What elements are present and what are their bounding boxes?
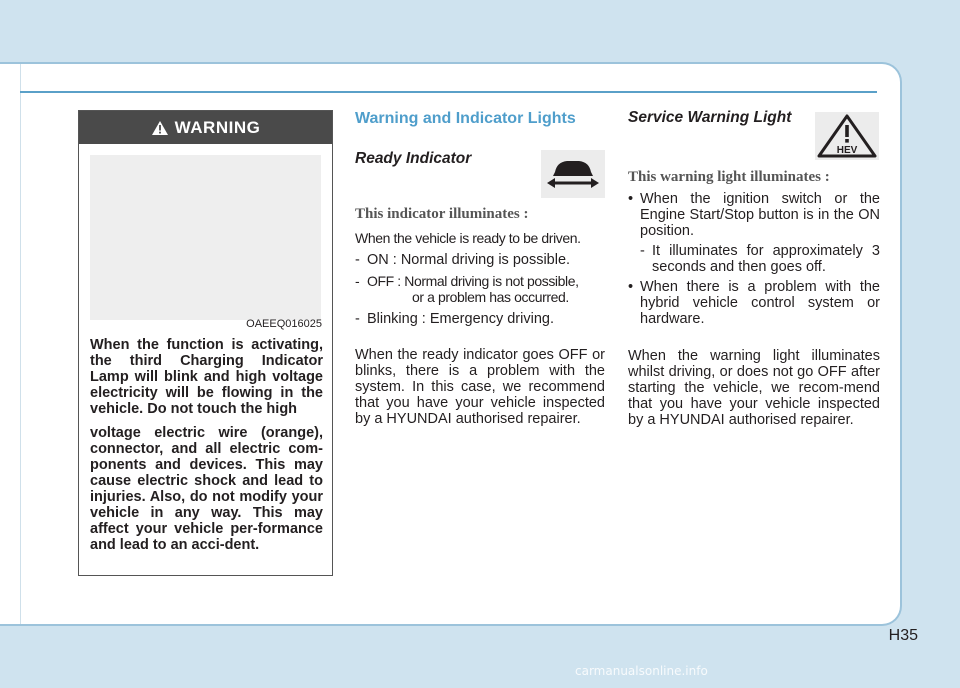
image-code: OAEEQ016025 xyxy=(246,318,322,330)
warning-paragraph: When the function is activating, the third Charging Indicator Lamp will blink and high voltage electricity will be flowing in the vehicle. Do not touch the high xyxy=(90,337,323,417)
service-warning-title: Service Warning Light xyxy=(628,109,792,126)
hev-warning-icon xyxy=(815,112,879,160)
ready-paragraph: When the ready indicator goes OFF or blinks, there is a problem with the system. In this case, we recommend that you have your vehicle inspected by a HYUNDAI authorised repairer. xyxy=(355,347,605,427)
list-item: • When the ignition switch or the Engine Start/Stop button is in the ON position. xyxy=(628,191,880,239)
watermark: carmanualsonline.info xyxy=(575,664,708,678)
warning-title: WARNING xyxy=(174,117,261,137)
warning-box xyxy=(78,110,333,576)
list-item: • When there is a problem with the hybrid vehicle control system or hardware. xyxy=(628,279,880,327)
warning-illustration xyxy=(90,155,321,320)
header-rule xyxy=(20,91,877,93)
warning-header xyxy=(79,111,332,144)
section-title: Warning and Indicator Lights xyxy=(355,110,576,127)
intro-text: When the vehicle is ready to be driven. xyxy=(355,230,581,246)
list-item: - ON : Normal driving is possible. xyxy=(355,252,571,268)
ready-indicator-title: Ready Indicator xyxy=(355,150,472,167)
list-sub-item: - It illuminates for approximately 3 seconds and then goes off. xyxy=(640,243,880,275)
list-item: - OFF : Normal driving is not possible, xyxy=(355,273,579,289)
illuminates-label: This indicator illuminates : xyxy=(355,206,529,222)
hev-label: HEV xyxy=(836,145,858,156)
warning-triangle-icon xyxy=(151,120,169,136)
ready-indicator-icon xyxy=(541,150,605,198)
list-item-continued: or a problem has occurred. xyxy=(412,289,569,305)
warning-text xyxy=(90,337,323,561)
page-number: H35 xyxy=(888,627,918,644)
service-paragraph: When the warning light illuminates whilst driving, or does not go OFF after starting the vehicle, we recom-mend that you have your vehicle inspected by a HYUNDAI authorised repairer. xyxy=(628,348,880,428)
list-item: - Blinking : Emergency driving. xyxy=(355,311,554,327)
margin-line xyxy=(20,64,21,624)
warning-paragraph: voltage electric wire (orange), connector, and all electric com-ponents and devices. This may cause electric shock and lead to injuries. Also, do not modify your vehicle in any way. This may affect your vehicle per-formance and lead to an acci-dent. xyxy=(90,425,323,553)
illuminates-label: This warning light illuminates : xyxy=(628,169,830,185)
